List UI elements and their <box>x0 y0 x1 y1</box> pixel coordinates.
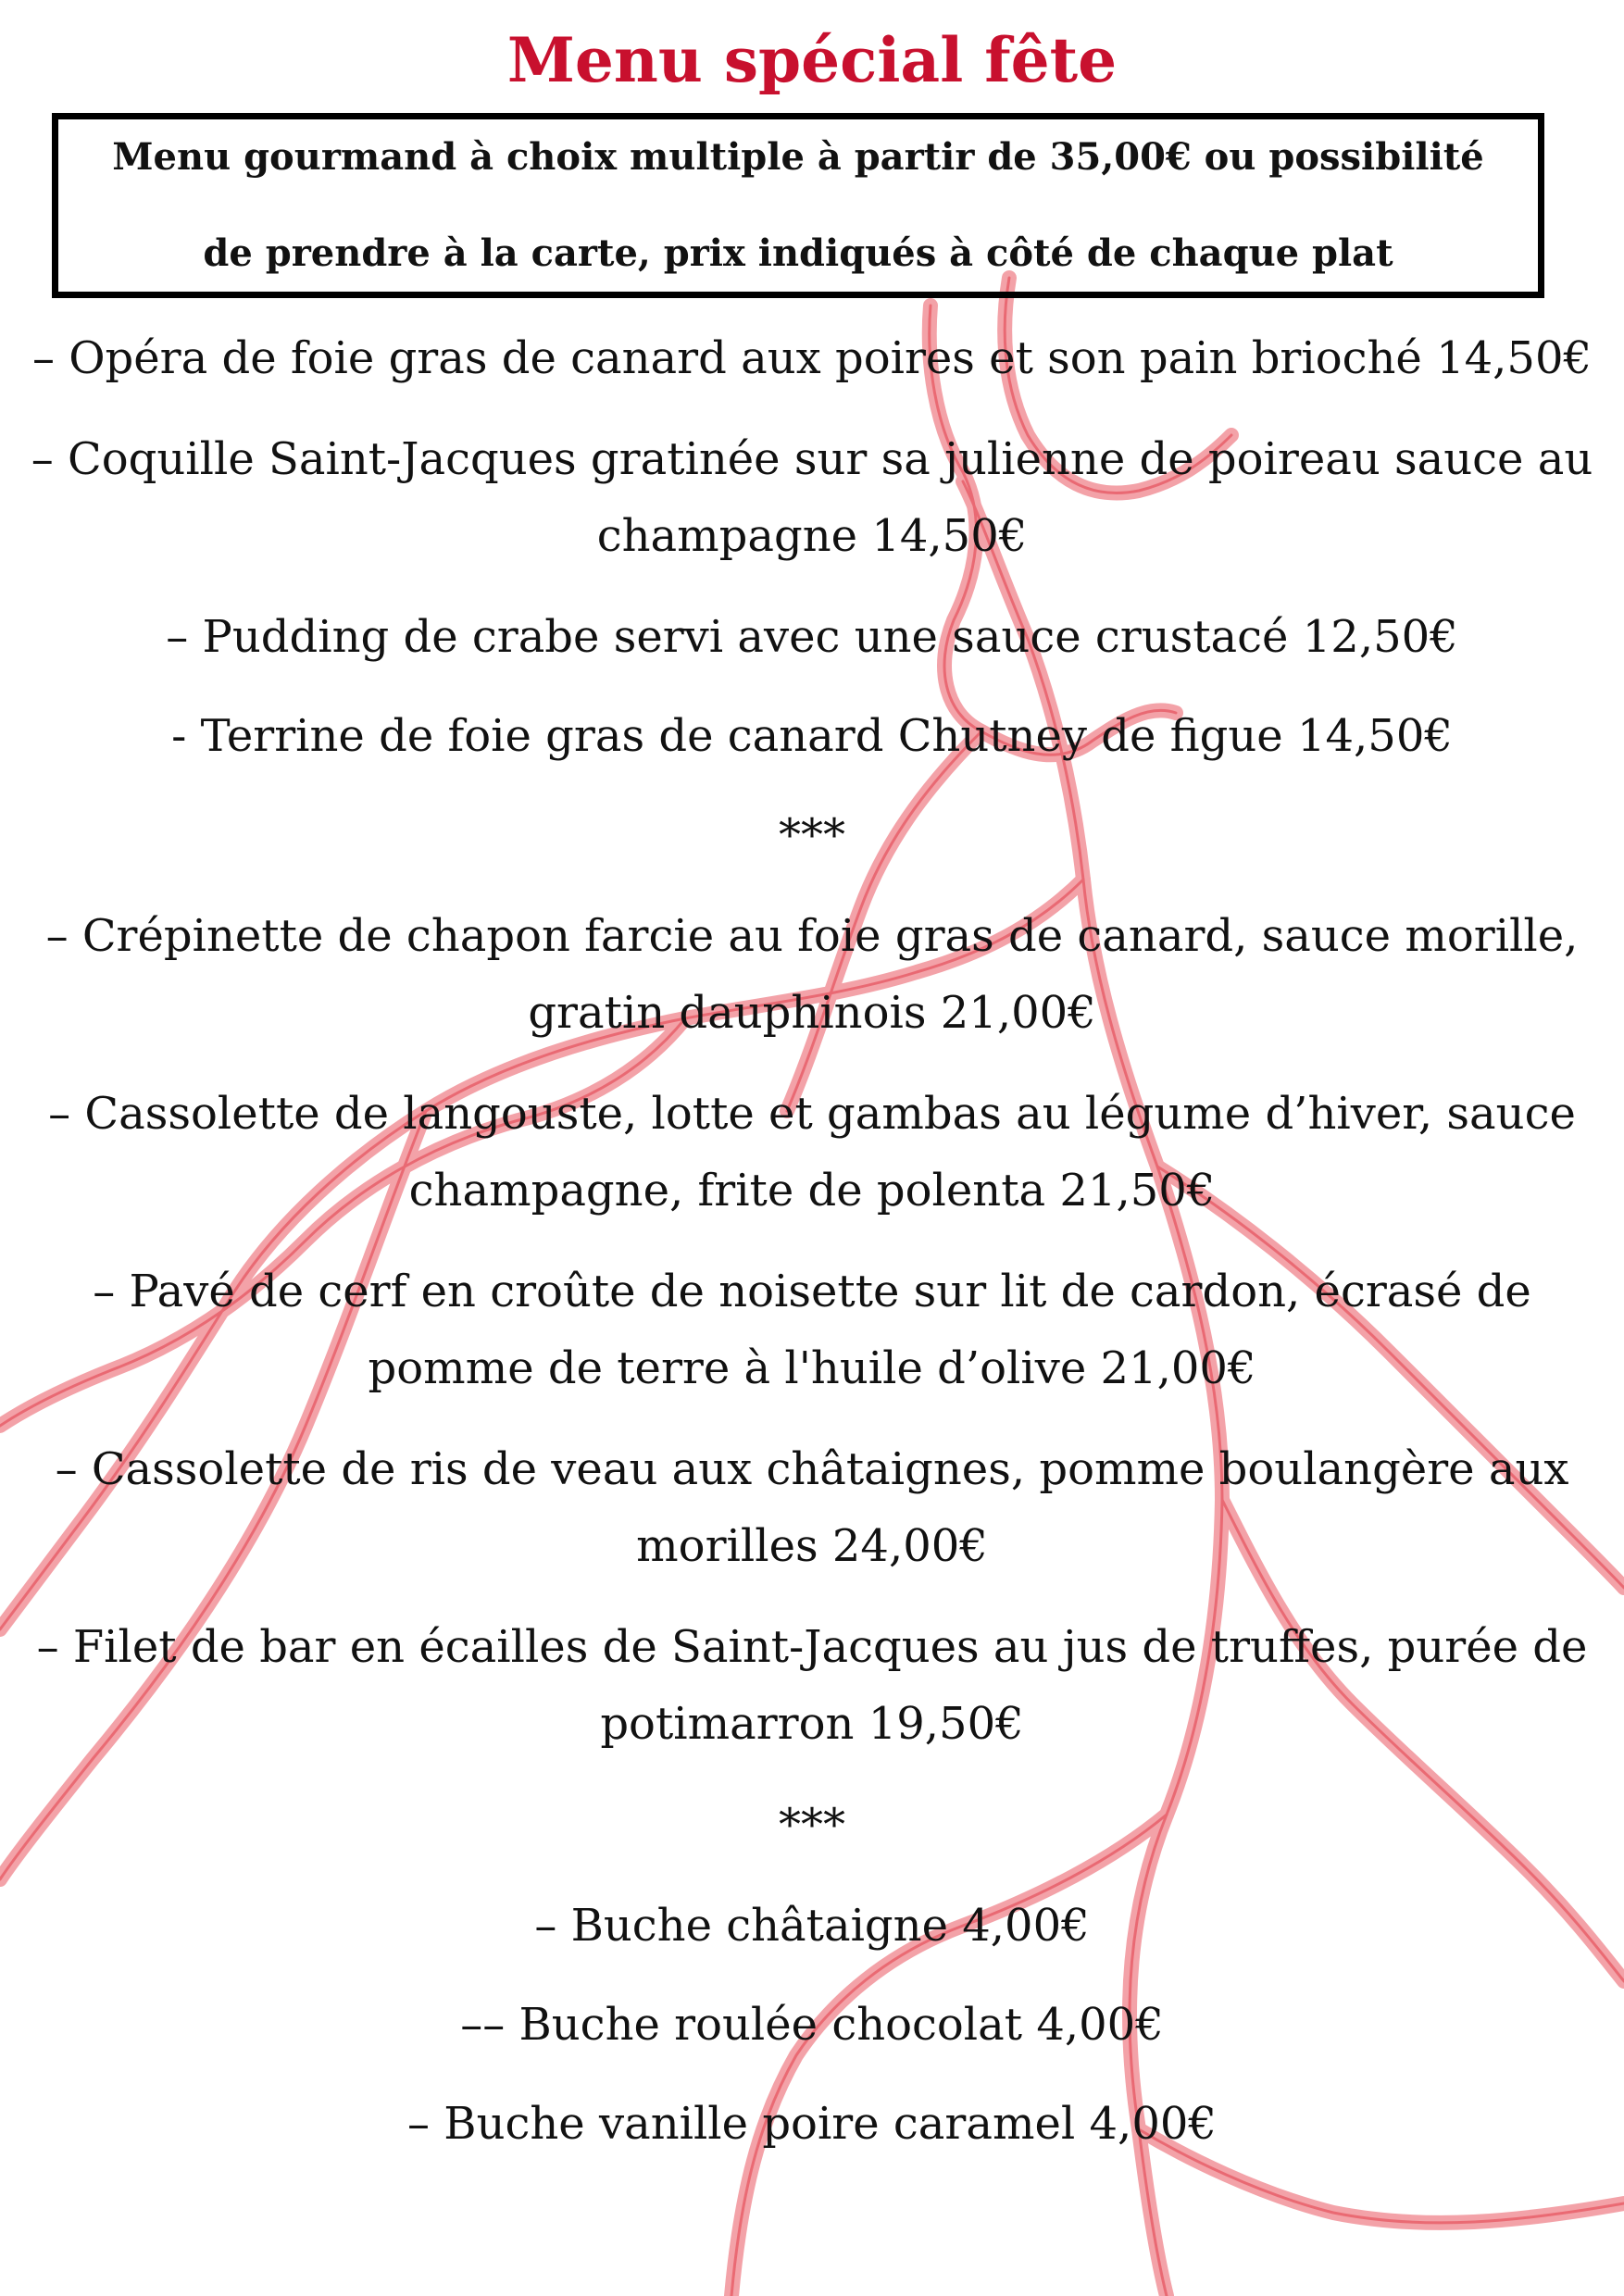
dish-name: – Cassolette de langouste, lotte et gambas au légume d’hiver, sauce champagne, frite de polenta <box>48 1088 1591 1217</box>
dish-price: 19,50€ <box>868 1698 1024 1750</box>
dish-price: 4,00€ <box>1089 2098 1217 2150</box>
entree-item <box>25 421 1607 575</box>
main-course-item <box>25 1609 1602 1763</box>
dish-price: 14,50€ <box>1296 710 1453 762</box>
dessert-item <box>25 1888 1599 1965</box>
dish-price: 4,00€ <box>962 1900 1090 1952</box>
menu-title: Menu spécial fête <box>506 24 1118 96</box>
dish-name: – Buche châtaigne <box>534 1900 948 1952</box>
dish-name: –– Buche roulée chocolat <box>460 1999 1023 2051</box>
menu-list <box>0 320 1624 2185</box>
dish-name: – Opéra de foie gras de canard aux poires et son pain brioché <box>31 332 1422 384</box>
dessert-item <box>25 1987 1599 2064</box>
intro-box <box>52 113 1544 298</box>
dish-name: – Filet de bar en écailles de Saint-Jacques au jus de truffes, purée de potimarron <box>36 1621 1602 1750</box>
main-course-item <box>25 1076 1599 1229</box>
dish-price: 21,00€ <box>940 987 1096 1039</box>
intro-text: Menu gourmand à choix multiple à partir de 35,00€ ou possibilité de prendre à la carte, prix indiqués à côté de chaque plat <box>112 135 1484 275</box>
main-course-item <box>25 1254 1599 1407</box>
dish-name: – Pudding de crabe servi avec une sauce crustacé <box>166 611 1289 663</box>
main-course-item <box>25 1431 1599 1585</box>
dish-name: – Buche vanille poire caramel <box>407 2098 1076 2150</box>
dish-name: – Pavé de cerf en croûte de noisette sur lit de cardon, écrasé de pomme de terre à l'huile d’olive <box>93 1266 1546 1394</box>
dish-price: 14,50€ <box>871 510 1028 562</box>
entree-item <box>25 698 1599 775</box>
dish-price: 21,00€ <box>1100 1342 1256 1394</box>
dish-price: 24,00€ <box>831 1520 988 1572</box>
dish-price: 12,50€ <box>1302 611 1458 663</box>
dish-name: – Coquille Saint-Jacques gratinée sur sa julienne de poireau sauce au champagne <box>31 433 1607 562</box>
entree-item <box>25 320 1599 397</box>
section-separator: *** <box>779 809 845 861</box>
dish-price: 14,50€ <box>1436 332 1593 384</box>
dish-name: - Terrine de foie gras de canard Chutney de figue <box>171 710 1283 762</box>
dessert-item <box>25 2086 1599 2163</box>
dish-price: 4,00€ <box>1036 1999 1164 2051</box>
entree-item <box>25 599 1599 676</box>
main-course-item <box>25 898 1599 1052</box>
section-separator: *** <box>779 1799 845 1851</box>
dish-price: 21,50€ <box>1059 1165 1216 1217</box>
dish-name: – Cassolette de ris de veau aux châtaignes, pomme boulangère aux morilles <box>55 1443 1583 1572</box>
dish-name: – Crépinette de chapon farcie au foie gras de canard, sauce morille, gratin dauphinois <box>45 910 1593 1039</box>
